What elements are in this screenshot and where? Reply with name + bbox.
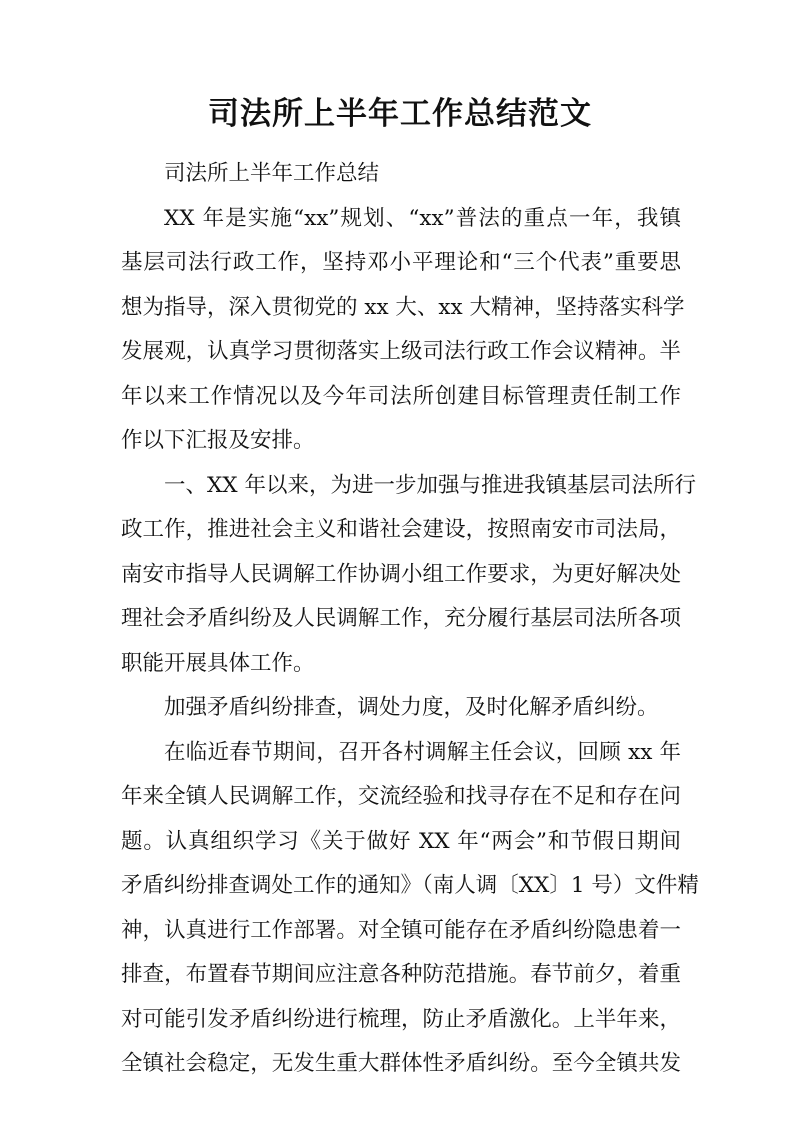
text-line: 想为指导，深入贯彻党的 xx 大、xx 大精神，坚持落实科学	[121, 294, 685, 320]
text-line: 年以来工作情况以及今年司法所创建目标管理责任制工作	[121, 383, 681, 409]
text-line: 排查，布置春节期间应注意各种防范措施。春节前夕，着重	[121, 962, 681, 987]
text-line: 在临近春节期间，召开各村调解主任会议，回顾 xx 年	[164, 739, 681, 765]
text-line: 发展观，认真学习贯彻落实上级司法行政工作会议精神。半	[121, 339, 681, 364]
document-title: 司法所上半年工作总结范文	[208, 96, 592, 132]
text-line: 对可能引发矛盾纠纷进行梳理，防止矛盾激化。上半年来，	[121, 1006, 681, 1032]
text-line: XX 年是实施“xx”规划、“xx”普法的重点一年，我镇	[164, 205, 681, 231]
document-body	[121, 152, 699, 1087]
text-line: 理社会矛盾纠纷及人民调解工作，充分履行基层司法所各项	[121, 606, 681, 631]
text-line: 司法所上半年工作总结	[164, 161, 380, 186]
text-line: 神，认真进行工作部署。对全镇可能存在矛盾纠纷隐患着一	[121, 917, 681, 943]
text-line: 加强矛盾纠纷排查，调处力度，及时化解矛盾纠纷。	[164, 695, 659, 720]
text-line: 职能开展具体工作。	[121, 650, 315, 676]
text-line: 矛盾纠纷排查调处工作的通知》（南人调〔XX〕1 号）文件精	[121, 873, 699, 898]
text-line: 南安市指导人民调解工作协调小组工作要求，为更好解决处	[121, 561, 681, 587]
text-line: 题。认真组织学习《关于做好 XX 年“两会”和节假日期间	[121, 828, 681, 854]
text-line: 作以下汇报及安排。	[121, 428, 315, 453]
text-line: 一、XX 年以来，为进一步加强与推进我镇基层司法所行	[164, 472, 696, 498]
text-line: 基层司法行政工作，坚持邓小平理论和“三个代表”重要思	[121, 250, 681, 275]
text-line: 政工作，推进社会主义和谐社会建设，按照南安市司法局，	[121, 517, 681, 542]
text-line: 年来全镇人民调解工作，交流经验和找寻存在不足和存在问	[121, 784, 681, 809]
text-line: 全镇社会稳定，无发生重大群体性矛盾纠纷。至今全镇共发	[121, 1051, 681, 1076]
